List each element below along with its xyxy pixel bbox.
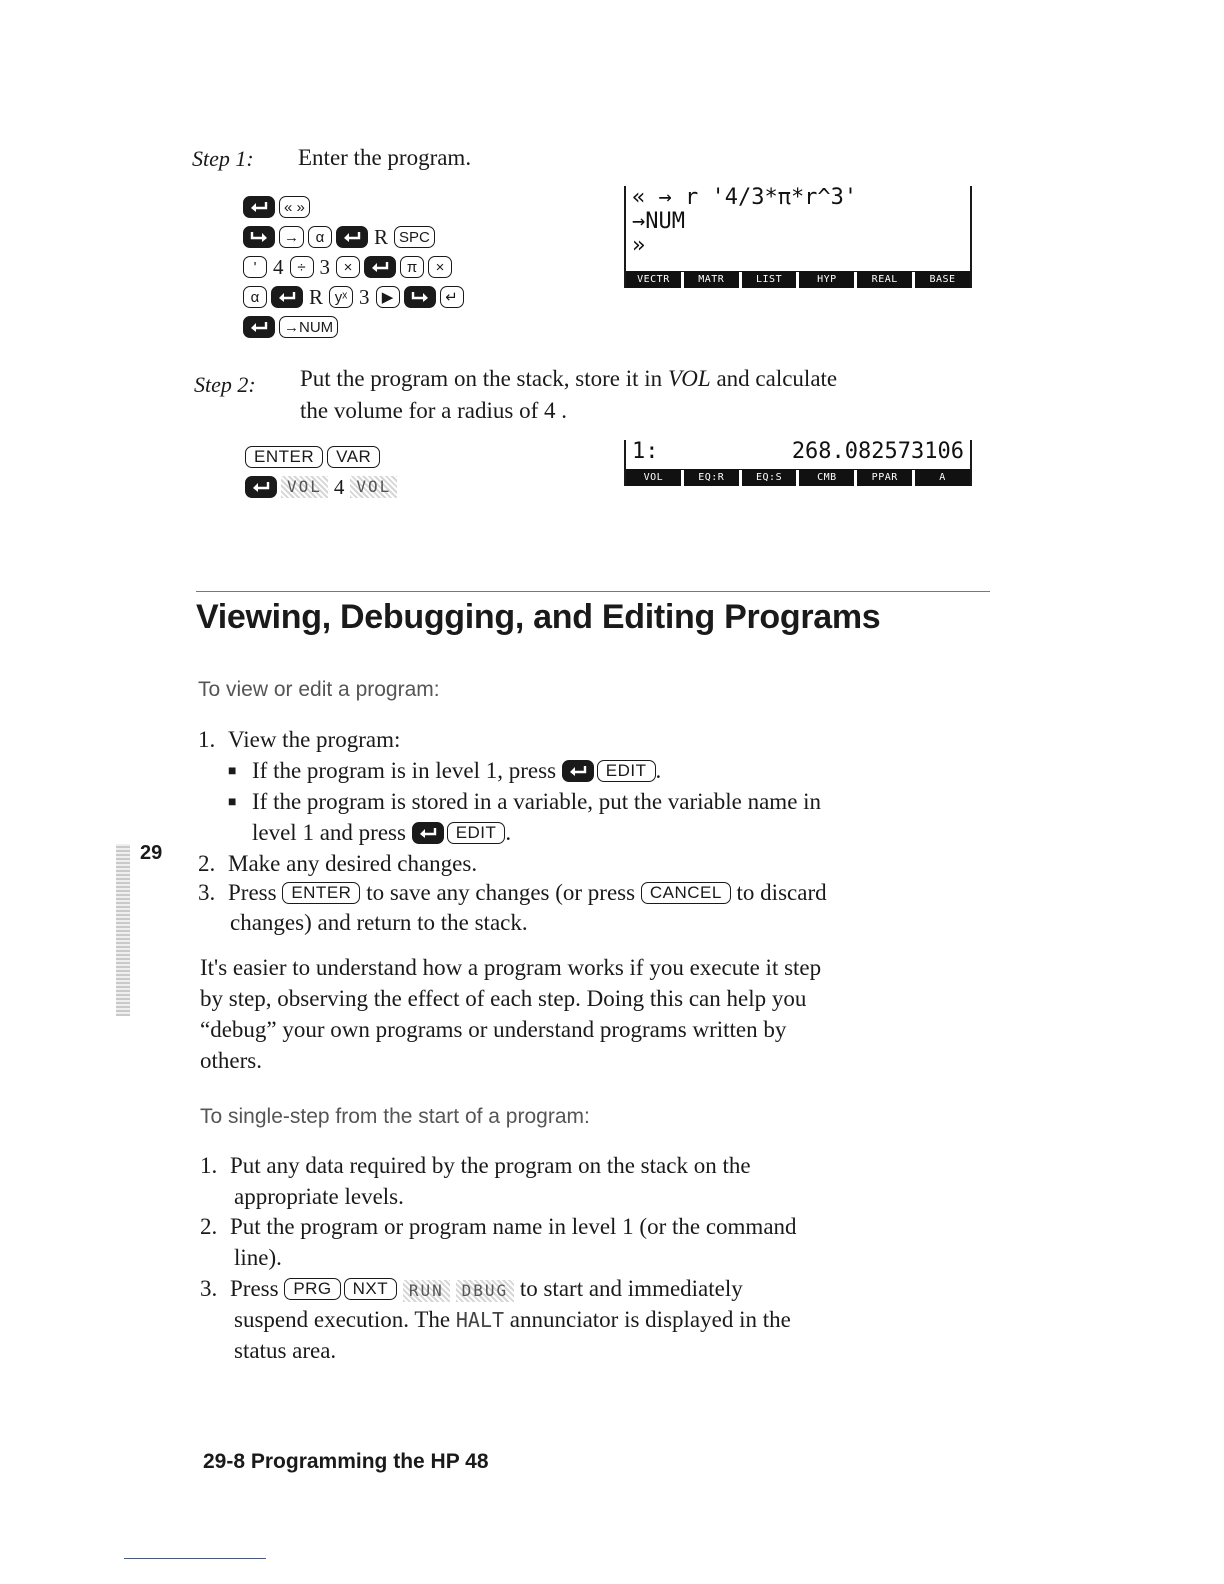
- debug-paragraph: It's easier to understand how a program works if you execute it step by step, observing the effect of each step. Doing this can help you “debug” your own programs or understand programs written by others.: [200, 955, 822, 1073]
- keystroke-char: R: [374, 224, 389, 249]
- calculator-key[interactable]: yˣ: [329, 286, 353, 308]
- calculator-key[interactable]: ▶: [376, 286, 400, 308]
- calculator-key[interactable]: →NUM: [279, 316, 338, 338]
- section-title: Viewing, Debugging, and Editing Programs: [196, 598, 881, 636]
- dbug-menu-key[interactable]: DBUG: [456, 1280, 515, 1302]
- left-shift-arrow-icon: [343, 231, 361, 243]
- calculator-key[interactable]: →: [279, 226, 304, 248]
- menu-tab[interactable]: HYP: [799, 272, 854, 288]
- right-shift-arrow-icon: [250, 231, 268, 243]
- menu-tab[interactable]: PPAR: [857, 470, 912, 486]
- single-step-2-cont: line).: [234, 1245, 282, 1270]
- level-label: 1:: [632, 439, 659, 464]
- left-shift-arrow-icon: [371, 261, 389, 273]
- var-name-vol: VOL: [667, 366, 711, 391]
- keystroke-char: 3: [359, 284, 370, 309]
- bottom-rule: [124, 1558, 266, 1559]
- calculator-key[interactable]: « »: [279, 196, 310, 218]
- left-shift-arrow-icon: [278, 291, 296, 303]
- left-shift-key[interactable]: [243, 196, 275, 218]
- single-step-heading: To single-step from the start of a program:: [200, 1105, 590, 1128]
- left-shift-key[interactable]: [364, 256, 396, 278]
- menu-bar: [626, 271, 970, 288]
- calculator-key[interactable]: ↵: [440, 286, 464, 308]
- right-shift-key[interactable]: [243, 226, 275, 248]
- step2-label: Step 2:: [194, 372, 256, 397]
- single-step-1: 1. Put any data required by the program on the stack on the: [200, 1153, 751, 1178]
- edit-key[interactable]: EDIT: [597, 760, 656, 782]
- enter-key[interactable]: ENTER: [282, 882, 360, 904]
- left-shift-arrow-icon: [569, 765, 587, 777]
- single-step-3: 3. Press PRG NXT RUN DBUG to start and immediately: [200, 1276, 743, 1301]
- calculator-key[interactable]: ': [243, 256, 267, 278]
- right-shift-key[interactable]: [404, 286, 436, 308]
- calculator-key[interactable]: α: [308, 226, 332, 248]
- keystroke-char: 3: [319, 254, 330, 279]
- calculator-key[interactable]: π: [400, 256, 424, 278]
- step2-display: [624, 440, 972, 486]
- left-shift-key[interactable]: [412, 822, 444, 844]
- step2-text-line1: Put the program on the stack, store it in VOL and calculate: [300, 366, 838, 391]
- calculator-key[interactable]: ×: [428, 256, 452, 278]
- halt-annunciator: HALT: [455, 1308, 505, 1332]
- calculator-key[interactable]: SPC: [394, 226, 435, 248]
- left-shift-arrow-icon: [419, 827, 437, 839]
- single-step-1-cont: appropriate levels.: [234, 1184, 404, 1209]
- view-step-2: 2. Make any desired changes.: [198, 851, 478, 876]
- menu-bar: [626, 469, 970, 486]
- step1-display: [624, 186, 972, 288]
- vol-menu-key-2[interactable]: VOL: [350, 476, 397, 498]
- vol-menu-key[interactable]: VOL: [281, 476, 328, 498]
- menu-tab[interactable]: REAL: [857, 272, 912, 288]
- view-step-3-cont: changes) and return to the stack.: [230, 910, 528, 935]
- step2-text-line2: the volume for a radius of 4 .: [300, 398, 567, 423]
- section-rule: [196, 591, 990, 592]
- step2-keys-row1: [245, 443, 380, 471]
- step1-key-row: [243, 253, 452, 281]
- menu-tab[interactable]: MATR: [684, 272, 739, 288]
- left-shift-key[interactable]: [336, 226, 368, 248]
- view-edit-heading: To view or edit a program:: [198, 678, 440, 701]
- menu-tab[interactable]: LIST: [742, 272, 797, 288]
- view-bullet-1: ■ If the program is in level 1, press EDIT .: [228, 755, 661, 790]
- single-step-3-cont: suspend execution. The HALT annunciator is displayed in the: [234, 1307, 791, 1332]
- result-value: 268.082573106: [791, 439, 964, 464]
- chapter-tab-number: 29: [140, 842, 163, 864]
- left-shift-arrow-icon: [250, 321, 268, 333]
- stack-level-1: [626, 440, 970, 464]
- step1-key-row: [243, 223, 435, 251]
- menu-tab[interactable]: CMB: [799, 470, 854, 486]
- nxt-key[interactable]: NXT: [344, 1278, 398, 1300]
- menu-tab[interactable]: BASE: [915, 272, 970, 288]
- calculator-key[interactable]: α: [243, 286, 267, 308]
- edit-key[interactable]: EDIT: [447, 822, 506, 844]
- step1-text: Enter the program.: [298, 145, 472, 170]
- keystroke-char: R: [309, 284, 324, 309]
- view-bullet-2-cont: level 1 and press EDIT .: [252, 820, 512, 845]
- keystroke-char: 4: [273, 254, 284, 279]
- chapter-tab-marker: [116, 844, 130, 1016]
- step1-key-row: [243, 193, 310, 221]
- menu-tab[interactable]: A: [915, 470, 970, 486]
- view-bullet-2: ■ If the program is stored in a variable, put the variable name in: [228, 786, 821, 821]
- left-shift-key[interactable]: [243, 316, 275, 338]
- prg-key[interactable]: PRG: [284, 1278, 340, 1300]
- step1-key-row: [243, 283, 464, 311]
- step1-label: Step 1:: [192, 146, 254, 171]
- left-shift-key[interactable]: [271, 286, 303, 308]
- digit-4: 4: [333, 474, 345, 499]
- single-step-3-cont2: status area.: [234, 1338, 337, 1363]
- step2-keys-row2: [245, 473, 397, 501]
- bullet-icon: ■: [228, 795, 237, 810]
- page-footer: 29-8 Programming the HP 48: [203, 1450, 489, 1473]
- left-shift-key[interactable]: [562, 760, 594, 782]
- run-menu-key[interactable]: RUN: [403, 1280, 450, 1302]
- calculator-key[interactable]: ×: [336, 256, 360, 278]
- left-shift-key[interactable]: [245, 476, 277, 498]
- left-shift-arrow-icon: [250, 201, 268, 213]
- calculator-key[interactable]: ÷: [290, 256, 314, 278]
- step1-key-row: [243, 313, 338, 341]
- display-line-3: »: [632, 233, 646, 258]
- display-line-1: « → r '4/3*π*r^3': [632, 185, 858, 210]
- cancel-key[interactable]: CANCEL: [641, 882, 731, 904]
- display-line-2: →NUM: [632, 209, 685, 234]
- menu-tab[interactable]: EQ:R: [684, 470, 739, 486]
- view-step-1: 1. View the program:: [198, 727, 401, 752]
- bullet-icon: ■: [228, 764, 237, 779]
- menu-tab[interactable]: EQ:S: [742, 470, 797, 486]
- menu-tab[interactable]: VOL: [626, 470, 681, 486]
- view-step-3: 3. Press ENTER to save any changes (or press CANCEL to discard: [198, 880, 827, 905]
- menu-tab[interactable]: VECTR: [626, 272, 681, 288]
- right-shift-arrow-icon: [411, 291, 429, 303]
- enter-key[interactable]: ENTER: [245, 446, 323, 468]
- var-key[interactable]: VAR: [327, 446, 380, 468]
- left-shift-arrow-icon: [252, 481, 270, 493]
- single-step-2: 2. Put the program or program name in level 1 (or the command: [200, 1214, 797, 1239]
